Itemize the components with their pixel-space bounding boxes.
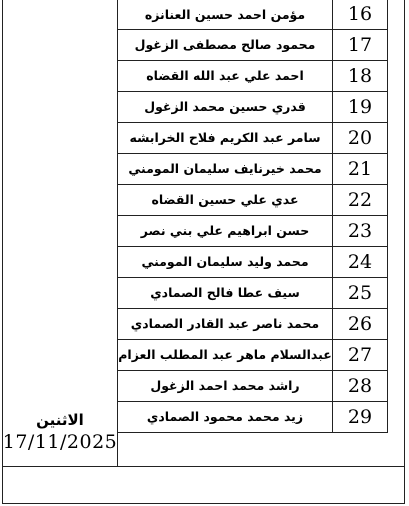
row-number: 25 [333,277,388,308]
table-row [118,308,388,339]
session-date-block [2,410,118,454]
student-name: محمد وليد سليمان المومني [118,246,333,277]
table-row [118,60,388,91]
row-number: 16 [333,0,388,29]
table-row [118,0,388,29]
student-name: زيد محمد محمود الصمادي [118,401,333,432]
table-bottom-divider [2,466,405,467]
student-name: حسن ابراهيم علي بني نصر [118,215,333,246]
row-number: 20 [333,122,388,153]
table-row [118,401,388,432]
table-row [118,122,388,153]
student-name: عبدالسلام ماهر عبد المطلب العزام [118,339,333,370]
row-number: 19 [333,91,388,122]
table-row [118,184,388,215]
table-row [118,153,388,184]
row-number: 17 [333,29,388,60]
row-number: 18 [333,60,388,91]
student-name: احمد علي عبد الله القضاه [118,60,333,91]
table-row [118,29,388,60]
student-name: مؤمن احمد حسين العنانزه [118,0,333,29]
table-row [118,246,388,277]
table-row [118,277,388,308]
student-name: محمد خيرنايف سليمان المومني [118,153,333,184]
row-number: 29 [333,401,388,432]
student-name: سامر عبد الكريم فلاح الخرابشه [118,122,333,153]
row-number: 26 [333,308,388,339]
table-row [118,91,388,122]
row-number: 24 [333,246,388,277]
student-name: راشد محمد احمد الزغول [118,370,333,401]
names-table [117,0,388,433]
table-row [118,339,388,370]
table-row [118,215,388,246]
row-number: 21 [333,153,388,184]
row-number: 27 [333,339,388,370]
student-name: محمود صالح مصطفى الزغول [118,29,333,60]
row-number: 28 [333,370,388,401]
student-name: سيف عطا فالح الصمادي [118,277,333,308]
table-row [118,370,388,401]
row-number: 23 [333,215,388,246]
date-column [2,0,118,467]
row-number: 22 [333,184,388,215]
student-name: عدي علي حسين القضاه [118,184,333,215]
student-name: قدري حسين محمد الزغول [118,91,333,122]
day-name: الاثنين [36,411,84,429]
session-date: 17/11/2025 [2,431,118,453]
student-name: محمد ناصر عبد القادر الصمادي [118,308,333,339]
